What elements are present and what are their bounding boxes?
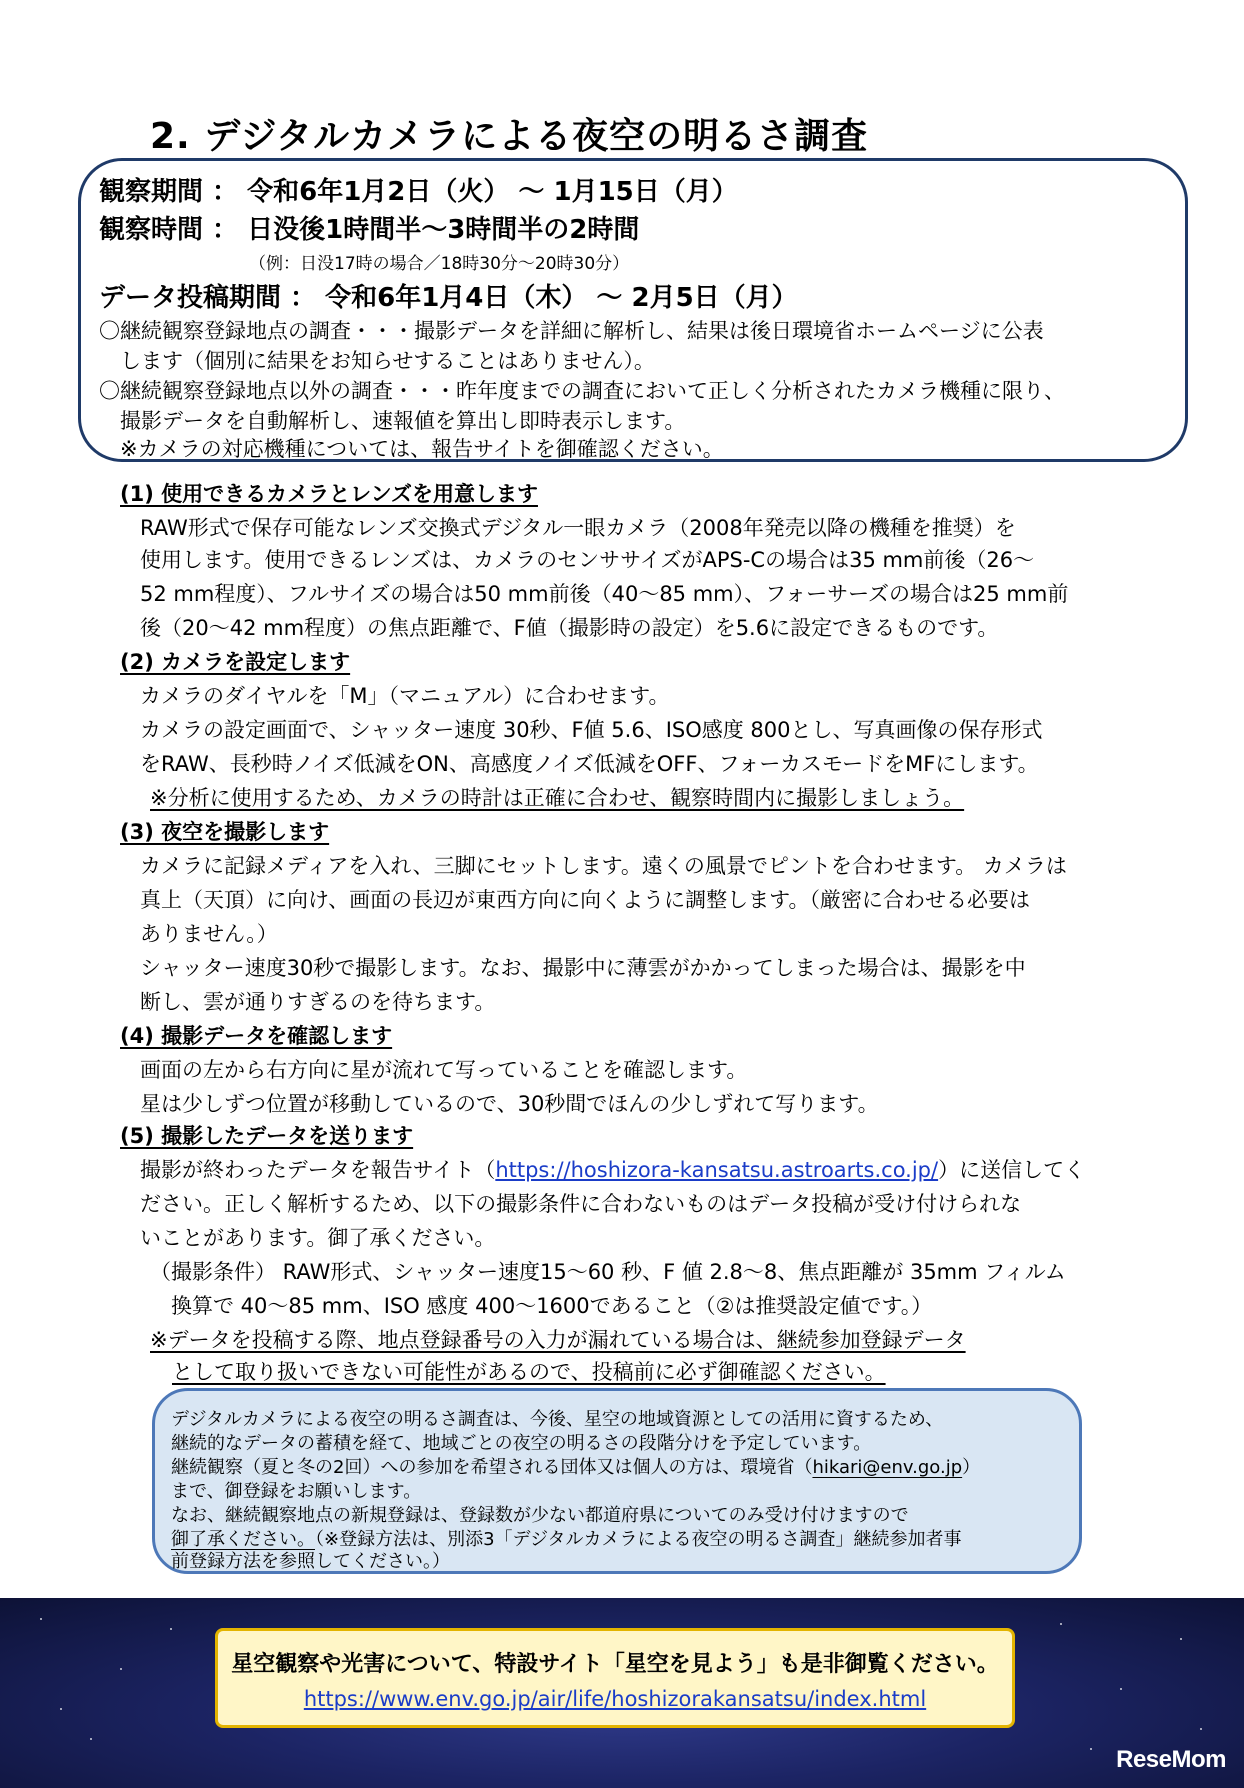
section-5-line: いことがあります。御了承ください。 [140,1226,496,1250]
observation-example: （例：日没17時の場合／18時30分～20時30分） [249,254,630,274]
info-line: 前登録方法を参照してください。） [171,1551,450,1572]
info-line-email-prefix: 継続観察（夏と冬の2回）への参加を希望される団体又は個人の方は、環境省（ [171,1457,813,1478]
summary-line: 撮影データを自動解析し、速報値を算出し即時表示します。 [99,409,686,433]
info-line: なお、継続観察地点の新規登録は、登録数が少ない都道府県についてのみ受け付けますので [171,1505,909,1526]
page-title: 2. デジタルカメラによる夜空の明るさ調査 [150,116,869,157]
star-dot [90,1738,92,1740]
star-dot [60,1708,62,1710]
section-1-line: 52 mm程度）、フルサイズの場合は50 mm前後（40～85 mm）、フォーサーズの場合は25 mm前 [140,582,1069,606]
star-dot [1060,1623,1062,1625]
section-5-heading: (5) 撮影したデータを送ります [120,1124,414,1148]
section-4-heading: (4) 撮影データを確認します [120,1024,393,1048]
section-5-line: ださい。正しく解析するため、以下の撮影条件に合わないものはデータ投稿が受け付けられな [140,1192,1022,1216]
posting-period: データ投稿期間 ： 令和6年1月4日（木） ～ 2月5日（月） [99,283,798,313]
star-dot [1090,1748,1092,1750]
observation-period: 観察期間 ： 令和6年1月2日（火） ～ 1月15日（月） [99,177,738,207]
section-2-line: カメラの設定画面で、シャッター速度 30秒、F値 5.6、ISO感度 800とし、写真画像の保存形式 [140,718,1043,742]
promo-title: 星空観察や光害について、特設サイト「星空を見よう」も是非御覧ください。 [231,1652,999,1677]
section-1-line: RAW形式で保存可能なレンズ交換式デジタル一眼カメラ（2008年発売以降の機種を推奨）を [140,516,1016,540]
info-line-email [171,1453,980,1479]
report-site-link[interactable]: https://hoshizora-kansatsu.astroarts.co.jp/ [495,1158,939,1182]
promo-box [215,1628,1015,1728]
section-3-line: シャッター速度30秒で撮影します。なお、撮影中に薄雲がかかってしまった場合は、撮影を中 [140,956,1026,980]
info-line-email-suffix: ） [962,1457,981,1478]
info-line: まで、御登録をお願いします。 [171,1481,422,1502]
shooting-conditions: （撮影条件） RAW形式、シャッター速度15～60 秒、F 値 2.8～8、焦点距離が 35mm フィルム [150,1260,1066,1284]
star-dot [1120,1688,1122,1690]
star-dot [170,1628,172,1630]
section-5-note: ※データを投稿する際、地点登録番号の入力が漏れている場合は、継続参加登録データ [150,1328,966,1352]
watermark-logo: ReseMom [1116,1746,1226,1773]
section-2-note: ※分析に使用するため、カメラの時計は正確に合わせ、観察時間内に撮影しましょう。 [150,786,965,810]
summary-line: します（個別に結果をお知らせすることはありません）。 [99,349,655,373]
summary-line: 〇継続観察登録地点以外の調査・・・昨年度までの調査において正しく分析されたカメラ機種に限り、 [99,379,1065,403]
section-5-line-1-suffix: ）に送信してく [938,1158,1086,1182]
section-2-line: カメラのダイヤルを「M」（マニュアル）に合わせます。 [140,684,670,708]
section-1-line: 後（20～42 mm程度）の焦点距離で、F値（撮影時の設定）を5.6に設定できるものです。 [140,616,999,640]
star-dot [40,1618,42,1620]
section-5-line-1 [140,1154,1085,1184]
info-line: デジタルカメラによる夜空の明るさ調査は、今後、星空の地域資源としての活用に資するため、 [171,1409,944,1430]
section-1-heading: (1) 使用できるカメラとレンズを用意します [120,482,538,506]
section-3-line: ありません。） [140,922,278,946]
observation-time: 観察時間 ： 日没後1時間半～3時間半の2時間 [99,215,640,245]
info-line-6-underlined: 御了承ください。 [171,1529,315,1550]
star-dot [1200,1728,1202,1730]
section-3-line: 断し、雲が通りすぎるのを待ちます。 [140,990,496,1014]
star-dot [120,1668,122,1670]
shooting-conditions-cont: 換算で 40～85 mm、ISO 感度 400～1600であること（②は推奨設定値です。） [150,1294,933,1318]
star-dot [1180,1638,1182,1640]
info-line: 継続的なデータの蓄積を経て、地域ごとの夜空の明るさの段階分けを予定しています。 [171,1433,872,1454]
contact-email-link[interactable]: hikari@env.go.jp [812,1457,963,1478]
info-line-6-rest: （※登録方法は、別添3「デジタルカメラによる夜空の明るさ調査」継続参加者事 [315,1529,962,1550]
section-3-line: 真上（天頂）に向け、画面の長辺が東西方向に向くように調整します。（厳密に合わせる必要は [140,888,1030,912]
section-1-line: 使用します。使用できるレンズは、カメラのセンササイズがAPS-Cの場合は35 mm前後（26～ [140,548,1035,572]
summary-line: 〇継続観察登録地点の調査・・・撮影データを詳細に解析し、結果は後日環境省ホームページに公表 [99,319,1044,343]
section-3-heading: (3) 夜空を撮影します [120,820,330,844]
section-5-note-cont: として取り扱いできない可能性があるので、投稿前に必ず御確認ください。 [172,1360,886,1384]
section-2-line: をRAW、長秒時ノイズ低減をON、高感度ノイズ低減をOFF、フォーカスモードをMFにします。 [140,752,1039,776]
section-5-line-1-prefix: 撮影が終わったデータを報告サイト（ [140,1158,496,1182]
promo-url-link[interactable]: https://www.env.go.jp/air/life/hoshizorakansatsu/index.html [303,1687,927,1711]
continuous-observation-info [152,1388,1082,1574]
summary-box [78,158,1188,462]
section-4-line: 画面の左から右方向に星が流れて写っていることを確認します。 [140,1058,748,1082]
summary-line: ※カメラの対応機種については、報告サイトを御確認ください。 [99,437,724,461]
section-4-line: 星は少しずつ位置が移動しているので、30秒間でほんの少しずれて写ります。 [140,1092,879,1116]
section-2-heading: (2) カメラを設定します [120,650,351,674]
section-3-line: カメラに記録メディアを入れ、三脚にセットします。遠くの風景でピントを合わせます。 カメラは [140,854,1067,878]
